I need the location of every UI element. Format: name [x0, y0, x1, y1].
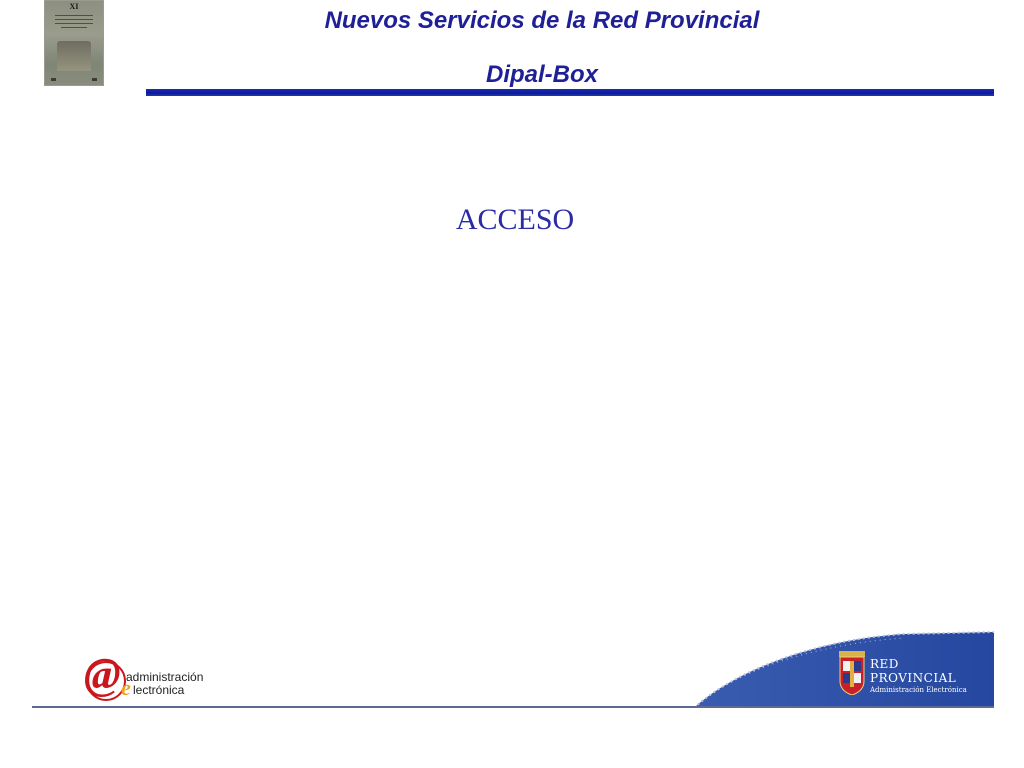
slide-subtitle: Dipal-Box [485, 61, 598, 88]
logo-text-administracion: administración [126, 670, 204, 684]
footer-divider [32, 706, 994, 708]
header-divider [146, 89, 994, 96]
thumbnail-roman-numeral: XI [69, 2, 79, 11]
section-heading: ACCESO [455, 203, 575, 236]
slide-title: Nuevos Servicios de la Red Provincial [324, 7, 760, 34]
banner-text-administracion-electronica: Administración Electrónica [870, 686, 967, 694]
banner-text-provincial: PROVINCIAL [870, 671, 957, 685]
logo-text-electronica: lectrónica [133, 683, 185, 697]
logo-e-letter: e [121, 675, 131, 700]
banner-text-red: RED [870, 657, 899, 671]
red-provincial-shield-icon [839, 651, 865, 695]
at-sign-glyph: @ [84, 649, 121, 698]
